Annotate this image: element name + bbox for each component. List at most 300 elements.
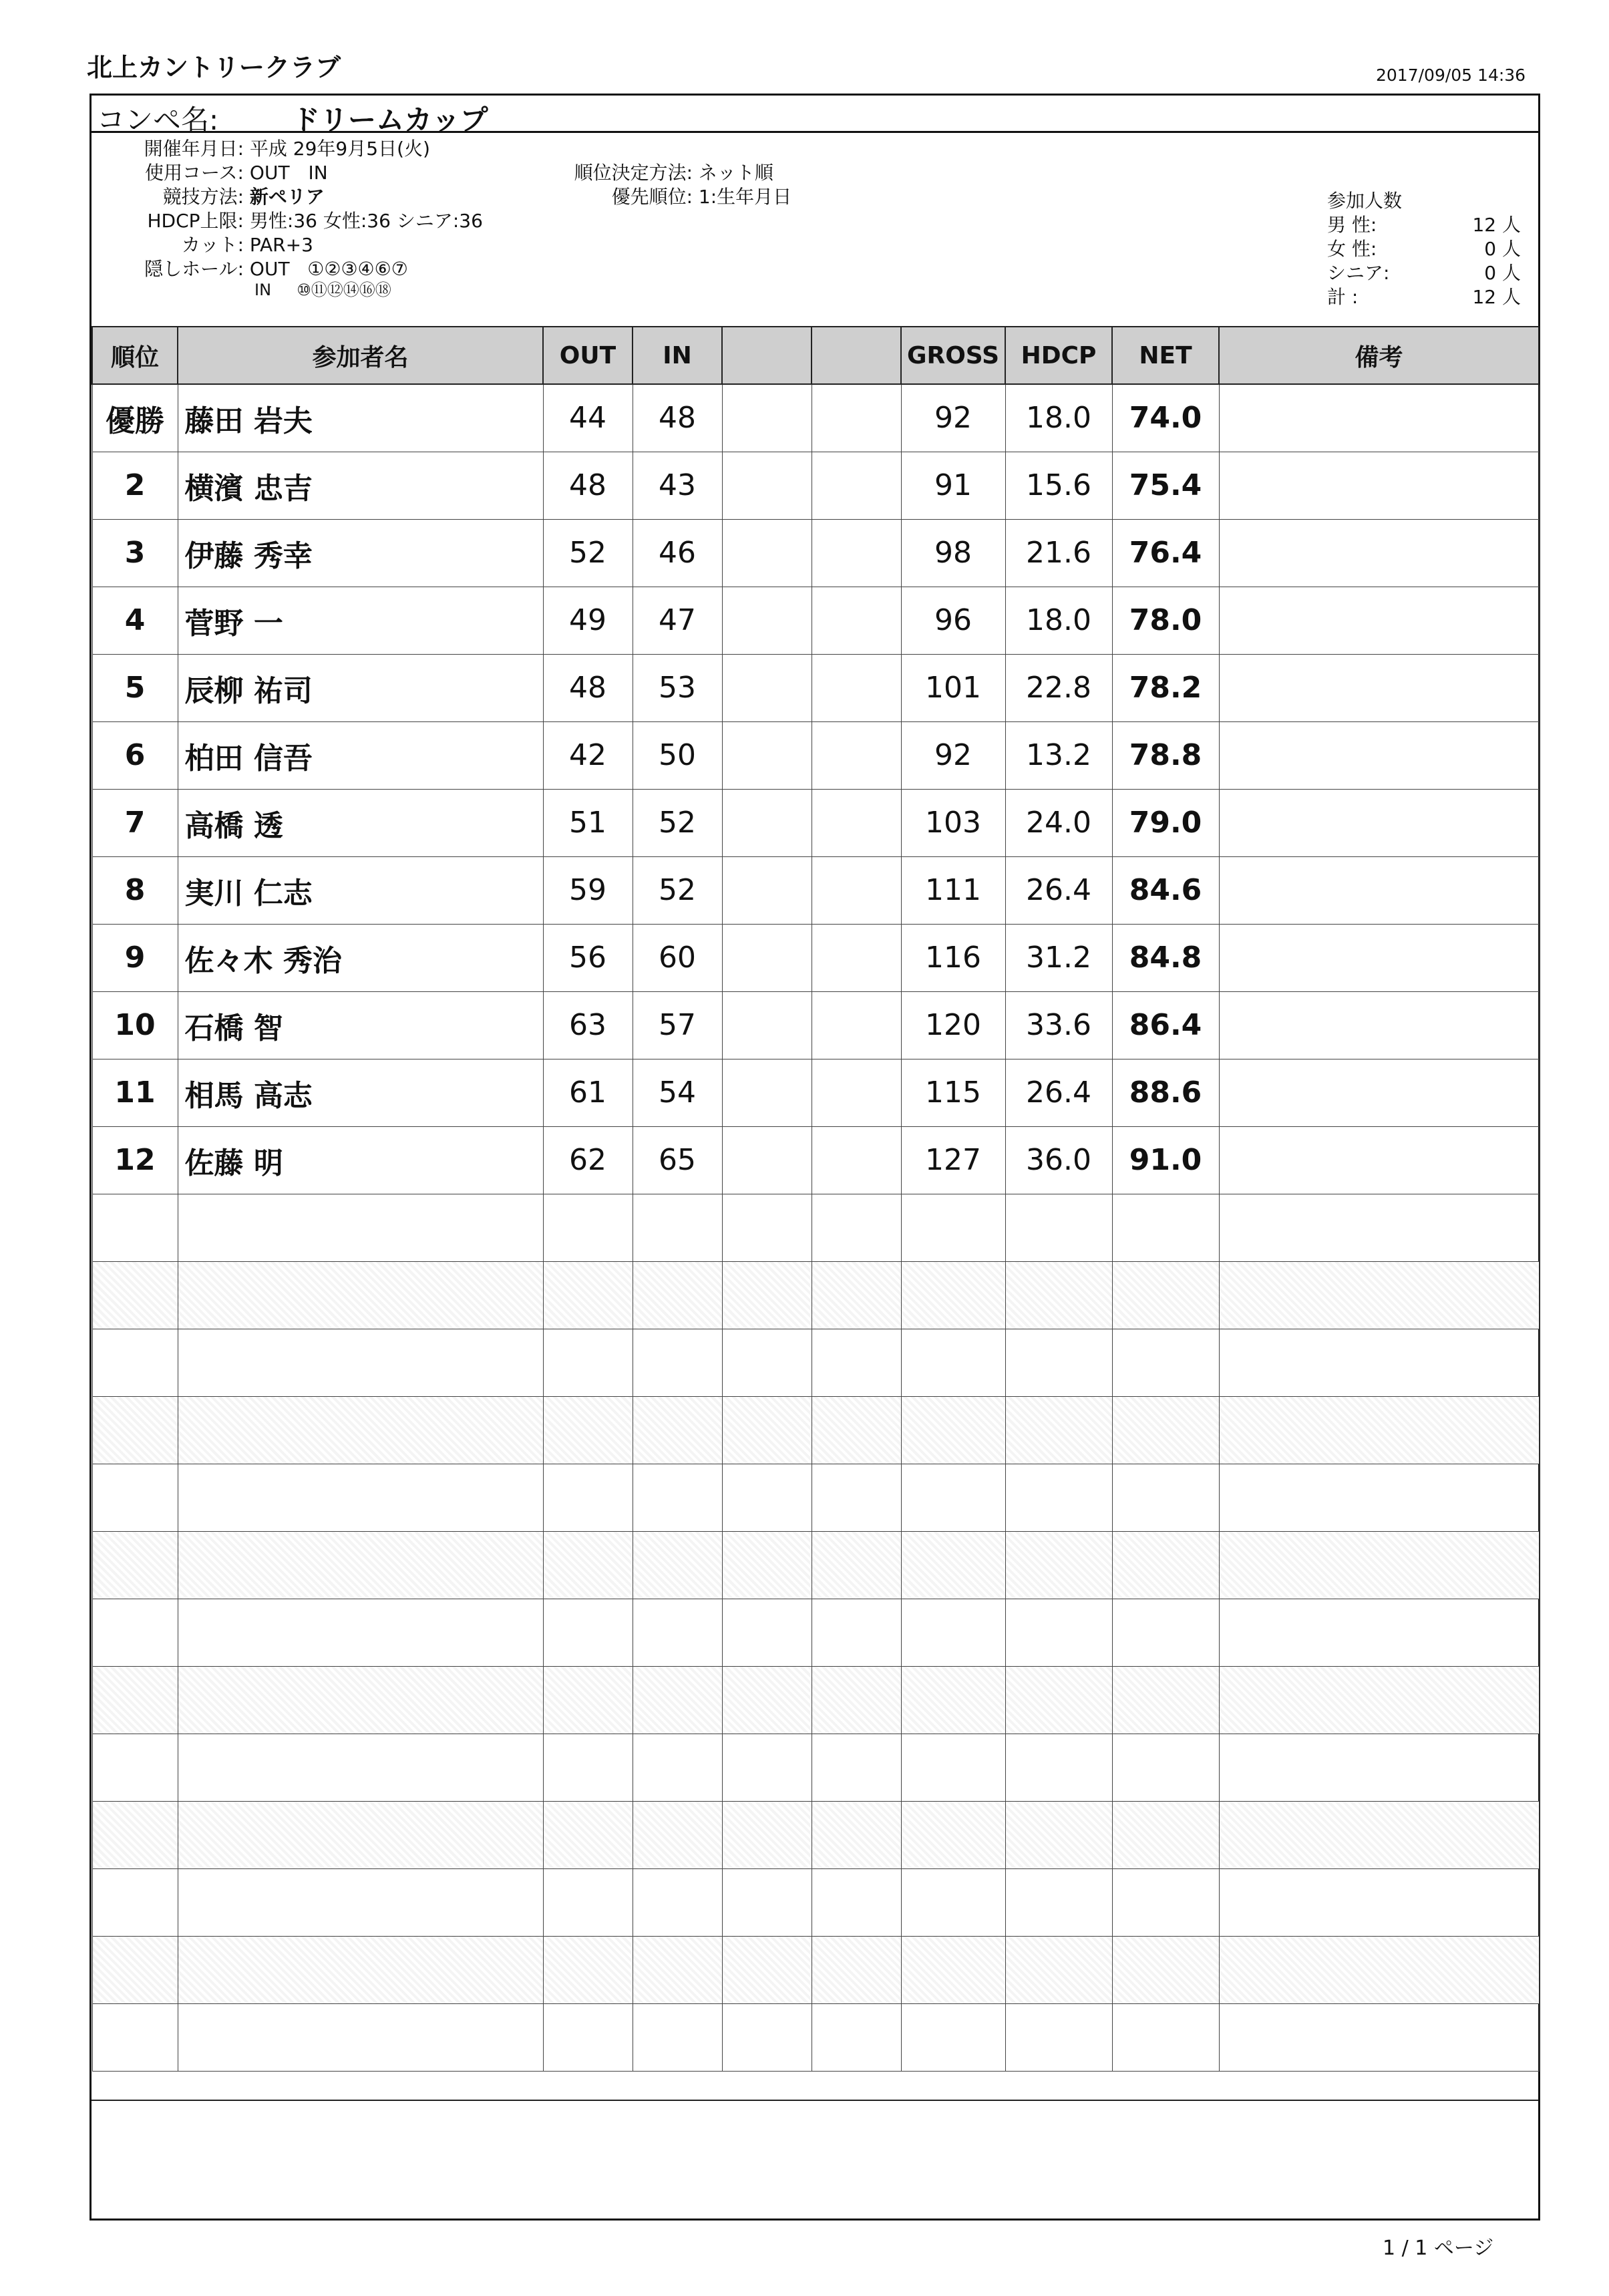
cell-blank: [722, 789, 812, 856]
empty-cell: [901, 1734, 1005, 1801]
col-header-blank: [722, 327, 812, 384]
table-row: [92, 1126, 1539, 1194]
cell-hdcp: 33.6: [1005, 991, 1112, 1059]
empty-cell: [633, 1868, 722, 1936]
empty-cell: [543, 1734, 633, 1801]
cell-net: 84.6: [1112, 856, 1219, 924]
empty-cell: [722, 1936, 812, 2003]
empty-cell: [633, 1531, 722, 1599]
empty-cell: [92, 1936, 178, 2003]
col-header-gross: GROSS: [901, 327, 1005, 384]
cell-in: 60: [633, 924, 722, 991]
cell-gross: 115: [901, 1059, 1005, 1126]
cell-remarks: [1219, 924, 1539, 991]
empty-row: [92, 1666, 1539, 1734]
cell-in: 52: [633, 789, 722, 856]
empty-cell: [1219, 1801, 1539, 1868]
cell-blank: [722, 924, 812, 991]
empty-cell: [812, 1261, 901, 1329]
empty-cell: [92, 1599, 178, 1666]
empty-cell: [543, 1801, 633, 1868]
empty-cell: [1219, 1194, 1539, 1261]
cell-gross: 98: [901, 519, 1005, 587]
cell-out: 61: [543, 1059, 633, 1126]
cell-hdcp: 26.4: [1005, 1059, 1112, 1126]
cell-blank: [722, 721, 812, 789]
cell-net: 78.8: [1112, 721, 1219, 789]
empty-cell: [722, 1261, 812, 1329]
cell-hdcp: 18.0: [1005, 384, 1112, 452]
empty-cell: [812, 1868, 901, 1936]
col-header-blank: [812, 327, 901, 384]
cell-net: 79.0: [1112, 789, 1219, 856]
empty-cell: [812, 2003, 901, 2071]
empty-cell: [633, 1599, 722, 1666]
empty-cell: [1219, 1599, 1539, 1666]
cell-rank: 12: [92, 1126, 178, 1194]
cell-hdcp: 36.0: [1005, 1126, 1112, 1194]
cell-net: 75.4: [1112, 452, 1219, 519]
empty-cell: [92, 1261, 178, 1329]
empty-row: [92, 1801, 1539, 1868]
empty-cell: [1219, 1936, 1539, 2003]
empty-cell: [1005, 2003, 1112, 2071]
cell-blank: [812, 789, 901, 856]
cell-name: 横濱 忠吉: [178, 452, 543, 519]
empty-cell: [901, 1194, 1005, 1261]
cell-rank: 優勝: [92, 384, 178, 452]
empty-cell: [1219, 1261, 1539, 1329]
competition-row: [92, 96, 1538, 136]
empty-cell: [901, 1396, 1005, 1464]
cell-blank: [812, 856, 901, 924]
empty-cell: [901, 1801, 1005, 1868]
cell-name: 辰柳 祐司: [178, 654, 543, 721]
cell-remarks: [1219, 789, 1539, 856]
empty-cell: [633, 1261, 722, 1329]
empty-cell: [92, 1329, 178, 1396]
cell-blank: [812, 384, 901, 452]
cell-blank: [812, 991, 901, 1059]
cell-hdcp: 22.8: [1005, 654, 1112, 721]
cell-out: 48: [543, 654, 633, 721]
cell-remarks: [1219, 1059, 1539, 1126]
col-header-in: IN: [633, 327, 722, 384]
empty-cell: [1005, 1599, 1112, 1666]
empty-cell: [1112, 1936, 1219, 2003]
cell-blank: [812, 452, 901, 519]
rank-method-value: ネット順: [698, 162, 773, 184]
empty-row: [92, 1396, 1539, 1464]
empty-cell: [722, 1194, 812, 1261]
cell-blank: [812, 587, 901, 654]
cell-net: 84.8: [1112, 924, 1219, 991]
cell-blank: [812, 1059, 901, 1126]
results-sheet: [90, 94, 1540, 2221]
table-row: [92, 1059, 1539, 1126]
cell-in: 46: [633, 519, 722, 587]
empty-cell: [722, 2003, 812, 2071]
empty-cell: [633, 1734, 722, 1801]
hidden-holes-label: 隠しホール:: [144, 258, 244, 280]
empty-cell: [543, 1396, 633, 1464]
empty-cell: [543, 1261, 633, 1329]
cell-rank: 8: [92, 856, 178, 924]
cell-out: 52: [543, 519, 633, 587]
empty-cell: [543, 1464, 633, 1531]
empty-cell: [1112, 1396, 1219, 1464]
cut-value: PAR+3: [249, 234, 313, 256]
empty-cell: [92, 1868, 178, 1936]
cell-gross: 111: [901, 856, 1005, 924]
cell-out: 49: [543, 587, 633, 654]
hidden-in-label: IN: [254, 281, 272, 299]
empty-cell: [1005, 1868, 1112, 1936]
cell-name: 佐々木 秀治: [178, 924, 543, 991]
cell-blank: [812, 721, 901, 789]
empty-cell: [178, 1464, 543, 1531]
empty-cell: [178, 1666, 543, 1734]
printed-timestamp: 2017/09/05 14:36: [1376, 65, 1526, 85]
empty-cell: [543, 1936, 633, 2003]
cell-net: 88.6: [1112, 1059, 1219, 1126]
empty-cell: [1112, 1261, 1219, 1329]
footer-area: [92, 2100, 1538, 2221]
cell-in: 52: [633, 856, 722, 924]
empty-row: [92, 2003, 1539, 2071]
empty-row: [92, 1329, 1539, 1396]
cell-blank: [722, 991, 812, 1059]
empty-cell: [1219, 1868, 1539, 1936]
cell-gross: 127: [901, 1126, 1005, 1194]
cell-remarks: [1219, 654, 1539, 721]
cell-hdcp: 24.0: [1005, 789, 1112, 856]
empty-cell: [901, 2003, 1005, 2071]
empty-cell: [543, 1599, 633, 1666]
col-header-rank: 順位: [92, 327, 178, 384]
empty-cell: [812, 1531, 901, 1599]
empty-cell: [1112, 1868, 1219, 1936]
cell-net: 74.0: [1112, 384, 1219, 452]
col-header-hdcp: HDCP: [1005, 327, 1112, 384]
empty-cell: [178, 1194, 543, 1261]
course-label: 使用コース:: [144, 162, 244, 184]
cell-hdcp: 31.2: [1005, 924, 1112, 991]
cell-in: 53: [633, 654, 722, 721]
cell-gross: 103: [901, 789, 1005, 856]
empty-cell: [1005, 1194, 1112, 1261]
cell-hdcp: 18.0: [1005, 587, 1112, 654]
cell-rank: 5: [92, 654, 178, 721]
attendance-label: シニア:: [1327, 262, 1390, 284]
empty-cell: [92, 1194, 178, 1261]
empty-cell: [812, 1734, 901, 1801]
empty-cell: [722, 1868, 812, 1936]
col-header-name: 参加者名: [178, 327, 543, 384]
empty-cell: [92, 1531, 178, 1599]
page-number: 1 / 1 ページ: [1383, 2237, 1494, 2260]
attendance-label: 計 :: [1327, 286, 1359, 308]
empty-cell: [178, 2003, 543, 2071]
attendance-value: 12 人: [1472, 286, 1521, 308]
empty-cell: [901, 1936, 1005, 2003]
empty-cell: [1005, 1734, 1112, 1801]
cell-gross: 91: [901, 452, 1005, 519]
cell-in: 47: [633, 587, 722, 654]
cell-out: 62: [543, 1126, 633, 1194]
cell-out: 59: [543, 856, 633, 924]
cell-blank: [722, 856, 812, 924]
empty-cell: [1219, 1329, 1539, 1396]
table-row: [92, 654, 1539, 721]
empty-cell: [722, 1396, 812, 1464]
empty-cell: [633, 1396, 722, 1464]
empty-cell: [722, 1666, 812, 1734]
club-name: 北上カントリークラブ: [87, 53, 341, 82]
empty-cell: [92, 1801, 178, 1868]
empty-cell: [1005, 1936, 1112, 2003]
cell-hdcp: 21.6: [1005, 519, 1112, 587]
empty-cell: [178, 1396, 543, 1464]
empty-cell: [812, 1464, 901, 1531]
empty-cell: [178, 1868, 543, 1936]
empty-cell: [722, 1801, 812, 1868]
cell-blank: [812, 1126, 901, 1194]
empty-cell: [1112, 1801, 1219, 1868]
cell-blank: [722, 654, 812, 721]
cell-gross: 96: [901, 587, 1005, 654]
competition-label: コンペ名:: [97, 104, 219, 136]
course-value: OUT IN: [249, 162, 328, 184]
cell-rank: 4: [92, 587, 178, 654]
cell-rank: 2: [92, 452, 178, 519]
empty-cell: [1005, 1329, 1112, 1396]
col-header-remarks: 備考: [1219, 327, 1539, 384]
priority-value: 1:生年月日: [698, 186, 792, 208]
empty-cell: [722, 1464, 812, 1531]
empty-cell: [901, 1261, 1005, 1329]
empty-cell: [543, 1531, 633, 1599]
empty-cell: [178, 1329, 543, 1396]
empty-row: [92, 1531, 1539, 1599]
table-row: [92, 384, 1539, 452]
empty-cell: [543, 1666, 633, 1734]
rank-method-label: 順位決定方法:: [574, 162, 693, 184]
empty-cell: [178, 1734, 543, 1801]
empty-cell: [1112, 1599, 1219, 1666]
cell-rank: 10: [92, 991, 178, 1059]
empty-cell: [1219, 1734, 1539, 1801]
empty-cell: [1005, 1666, 1112, 1734]
empty-cell: [543, 1194, 633, 1261]
cell-hdcp: 26.4: [1005, 856, 1112, 924]
empty-cell: [1005, 1261, 1112, 1329]
hidden-out-label: OUT: [249, 258, 290, 280]
empty-cell: [812, 1599, 901, 1666]
cell-gross: 101: [901, 654, 1005, 721]
attendance-summary: [1327, 189, 1521, 309]
cell-net: 91.0: [1112, 1126, 1219, 1194]
empty-cell: [178, 1531, 543, 1599]
empty-cell: [543, 2003, 633, 2071]
empty-cell: [812, 1801, 901, 1868]
empty-cell: [1219, 1666, 1539, 1734]
empty-cell: [1112, 1531, 1219, 1599]
results-table: [92, 326, 1540, 2072]
cell-blank: [722, 519, 812, 587]
cell-rank: 6: [92, 721, 178, 789]
hidden-in-holes: ⑩⑪⑫⑭⑯⑱: [297, 281, 391, 299]
cell-name: 高橋 透: [178, 789, 543, 856]
table-row: [92, 991, 1539, 1059]
empty-cell: [1219, 1396, 1539, 1464]
cell-blank: [722, 1126, 812, 1194]
empty-row: [92, 1464, 1539, 1531]
table-row: [92, 924, 1539, 991]
cell-in: 57: [633, 991, 722, 1059]
empty-cell: [1112, 2003, 1219, 2071]
table-row: [92, 587, 1539, 654]
cell-hdcp: 15.6: [1005, 452, 1112, 519]
empty-cell: [633, 1936, 722, 2003]
cell-name: 柏田 信吾: [178, 721, 543, 789]
empty-cell: [178, 1261, 543, 1329]
empty-cell: [543, 1329, 633, 1396]
cell-blank: [722, 1059, 812, 1126]
empty-cell: [901, 1599, 1005, 1666]
cell-in: 50: [633, 721, 722, 789]
empty-row: [92, 1261, 1539, 1329]
empty-cell: [543, 1868, 633, 1936]
cell-gross: 116: [901, 924, 1005, 991]
empty-cell: [1005, 1531, 1112, 1599]
cell-out: 51: [543, 789, 633, 856]
empty-cell: [633, 1801, 722, 1868]
attendance-value: 0 人: [1484, 262, 1521, 284]
empty-cell: [812, 1396, 901, 1464]
attendance-label: 男 性:: [1327, 214, 1377, 236]
empty-row: [92, 1599, 1539, 1666]
empty-cell: [812, 1936, 901, 2003]
event-info: [97, 137, 483, 299]
hidden-out-holes: ①②③④⑥⑦: [307, 258, 408, 280]
cell-rank: 11: [92, 1059, 178, 1126]
attendance-value: 12 人: [1472, 214, 1521, 236]
table-row: [92, 519, 1539, 587]
cell-remarks: [1219, 587, 1539, 654]
empty-cell: [178, 1599, 543, 1666]
cell-in: 48: [633, 384, 722, 452]
cell-out: 56: [543, 924, 633, 991]
cell-name: 実川 仁志: [178, 856, 543, 924]
empty-cell: [812, 1329, 901, 1396]
cell-blank: [812, 519, 901, 587]
empty-cell: [722, 1599, 812, 1666]
empty-cell: [1112, 1666, 1219, 1734]
cell-remarks: [1219, 1126, 1539, 1194]
cell-rank: 9: [92, 924, 178, 991]
empty-row: [92, 1734, 1539, 1801]
empty-cell: [901, 1531, 1005, 1599]
cell-gross: 120: [901, 991, 1005, 1059]
cell-out: 48: [543, 452, 633, 519]
empty-cell: [901, 1868, 1005, 1936]
table-row: [92, 789, 1539, 856]
attendance-label: 女 性:: [1327, 238, 1377, 260]
cell-name: 藤田 岩夫: [178, 384, 543, 452]
ranking-info: [532, 161, 791, 209]
empty-cell: [722, 1329, 812, 1396]
empty-cell: [1005, 1464, 1112, 1531]
empty-cell: [1219, 1464, 1539, 1531]
attendance-value: 0 人: [1484, 238, 1521, 260]
cell-hdcp: 13.2: [1005, 721, 1112, 789]
date-label: 開催年月日:: [144, 138, 244, 160]
cell-blank: [722, 452, 812, 519]
cell-name: 伊藤 秀幸: [178, 519, 543, 587]
empty-cell: [901, 1666, 1005, 1734]
cell-net: 78.2: [1112, 654, 1219, 721]
cell-name: 石橋 智: [178, 991, 543, 1059]
attendance-title: 参加人数: [1327, 190, 1403, 212]
cell-remarks: [1219, 519, 1539, 587]
empty-cell: [178, 1936, 543, 2003]
competition-name: ドリームカップ: [292, 104, 488, 136]
cell-rank: 7: [92, 789, 178, 856]
cell-name: 相馬 高志: [178, 1059, 543, 1126]
empty-cell: [92, 1734, 178, 1801]
table-row: [92, 856, 1539, 924]
cell-remarks: [1219, 384, 1539, 452]
method-label: 競技方法:: [162, 186, 244, 208]
table-row: [92, 452, 1539, 519]
cell-in: 65: [633, 1126, 722, 1194]
cell-rank: 3: [92, 519, 178, 587]
cell-net: 86.4: [1112, 991, 1219, 1059]
cell-blank: [812, 924, 901, 991]
cell-blank: [722, 384, 812, 452]
empty-cell: [633, 1464, 722, 1531]
empty-cell: [1112, 1734, 1219, 1801]
empty-cell: [633, 2003, 722, 2071]
hdcp-label: HDCP上限:: [147, 210, 244, 232]
cell-in: 43: [633, 452, 722, 519]
empty-cell: [1219, 1531, 1539, 1599]
empty-cell: [92, 1396, 178, 1464]
empty-cell: [1112, 1329, 1219, 1396]
col-header-out: OUT: [543, 327, 633, 384]
cell-gross: 92: [901, 721, 1005, 789]
date-value: 平成 29年9月5日(火): [249, 138, 430, 160]
cell-remarks: [1219, 452, 1539, 519]
empty-cell: [633, 1194, 722, 1261]
empty-cell: [1005, 1801, 1112, 1868]
empty-cell: [722, 1734, 812, 1801]
empty-cell: [633, 1329, 722, 1396]
cell-out: 42: [543, 721, 633, 789]
empty-cell: [92, 1464, 178, 1531]
cell-out: 44: [543, 384, 633, 452]
cell-out: 63: [543, 991, 633, 1059]
empty-cell: [633, 1666, 722, 1734]
empty-cell: [901, 1464, 1005, 1531]
empty-cell: [722, 1531, 812, 1599]
cell-net: 78.0: [1112, 587, 1219, 654]
table-row: [92, 721, 1539, 789]
cell-remarks: [1219, 991, 1539, 1059]
empty-cell: [1112, 1194, 1219, 1261]
cell-name: 佐藤 明: [178, 1126, 543, 1194]
